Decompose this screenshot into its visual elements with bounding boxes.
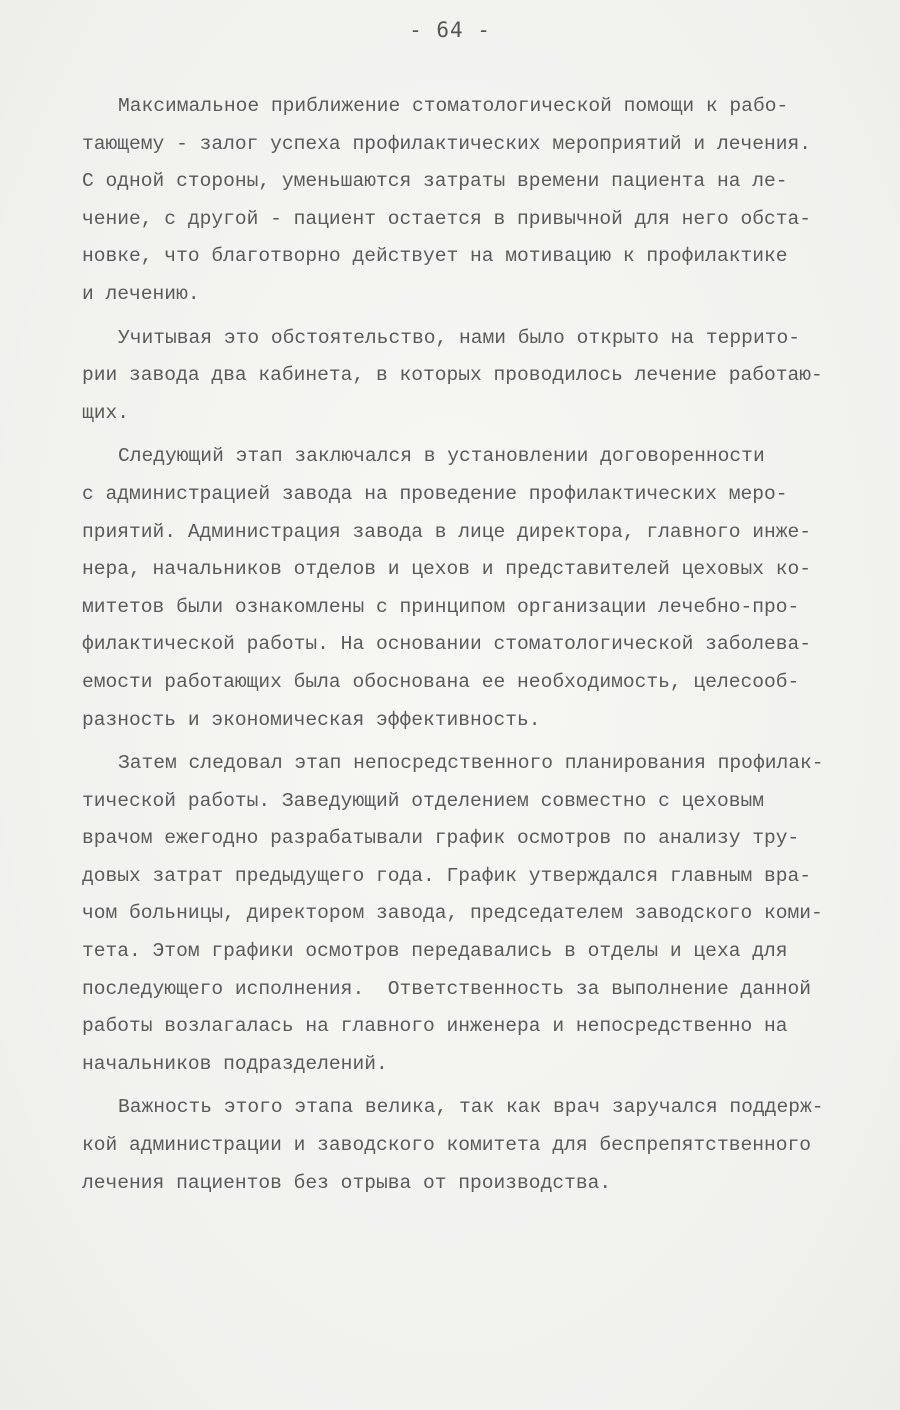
text-line: рии завода два кабинета, в которых проводилось лечение работаю- bbox=[82, 364, 823, 387]
text-line: Следующий этап заключался в установлении договоренности bbox=[118, 445, 765, 468]
text-line: митетов были ознакомлены с принципом организации лечебно-про- bbox=[82, 595, 800, 618]
text-line: Затем следовал этап непосредственного планирования профилак- bbox=[118, 752, 824, 775]
paragraph-1 bbox=[46, 88, 846, 314]
text-line: лечения пациентов без отрыва от производства. bbox=[82, 1171, 612, 1194]
text-line: и лечению. bbox=[82, 282, 200, 305]
text-line: чом больницы, директором завода, председателем заводского коми- bbox=[82, 902, 823, 925]
text-line: работы возлагалась на главного инженера и непосредственно на bbox=[82, 1015, 788, 1038]
text-line: тической работы. Заведующий отделением совместно с цеховым bbox=[82, 789, 764, 812]
paragraph-4 bbox=[46, 745, 846, 1083]
text-line: тающему - залог успеха профилактических мероприятий и лечения. bbox=[82, 132, 812, 155]
paragraph-2 bbox=[46, 320, 846, 433]
text-line: с администрацией завода на проведение профилактических меро- bbox=[82, 482, 788, 505]
text-line: филактической работы. На основании стоматологической заболева- bbox=[82, 633, 812, 656]
page-number: - 64 - bbox=[409, 18, 491, 42]
text-line: нера, начальников отделов и цехов и представителей цеховых ко- bbox=[82, 558, 812, 581]
text-line: щих. bbox=[82, 401, 130, 424]
text-line: начальников подразделений. bbox=[82, 1052, 388, 1075]
text-line: Учитывая это обстоятельство, нами было открыто на террито- bbox=[118, 326, 800, 349]
text-line: врачом ежегодно разрабатывали график осмотров по анализу тру- bbox=[82, 827, 800, 850]
paragraph-3 bbox=[46, 438, 846, 739]
text-line: Максимальное приближение стоматологической помощи к рабо- bbox=[118, 95, 789, 117]
text-line: новке, что благотворно действует на мотивацию к профилактике bbox=[82, 245, 788, 268]
text-line: чение, с другой - пациент остается в привычной для него обста- bbox=[82, 207, 812, 230]
text-line: Важность этого этапа велика, так как врач заручался поддерж- bbox=[118, 1096, 824, 1119]
text-line: тета. Этом графики осмотров передавались в отделы и цеха для bbox=[82, 940, 788, 963]
paragraph-5 bbox=[46, 1089, 846, 1202]
text-line: емости работающих была обоснована ее необходимость, целесооб- bbox=[82, 670, 800, 693]
text-line: приятий. Администрация завода в лице директора, главного инже- bbox=[82, 520, 812, 543]
text-line: разность и экономическая эффективность. bbox=[82, 708, 541, 731]
text-line: довых затрат предыдущего года. График утверждался главным вра- bbox=[82, 864, 812, 887]
text-line: кой администрации и заводского комитета для беспрепятственного bbox=[82, 1134, 812, 1157]
body-text bbox=[46, 88, 846, 1202]
text-line: последующего исполнения. Ответственность за выполнение данной bbox=[82, 977, 812, 1000]
text-line: С одной стороны, уменьшаются затраты времени пациента на ле- bbox=[82, 170, 788, 193]
